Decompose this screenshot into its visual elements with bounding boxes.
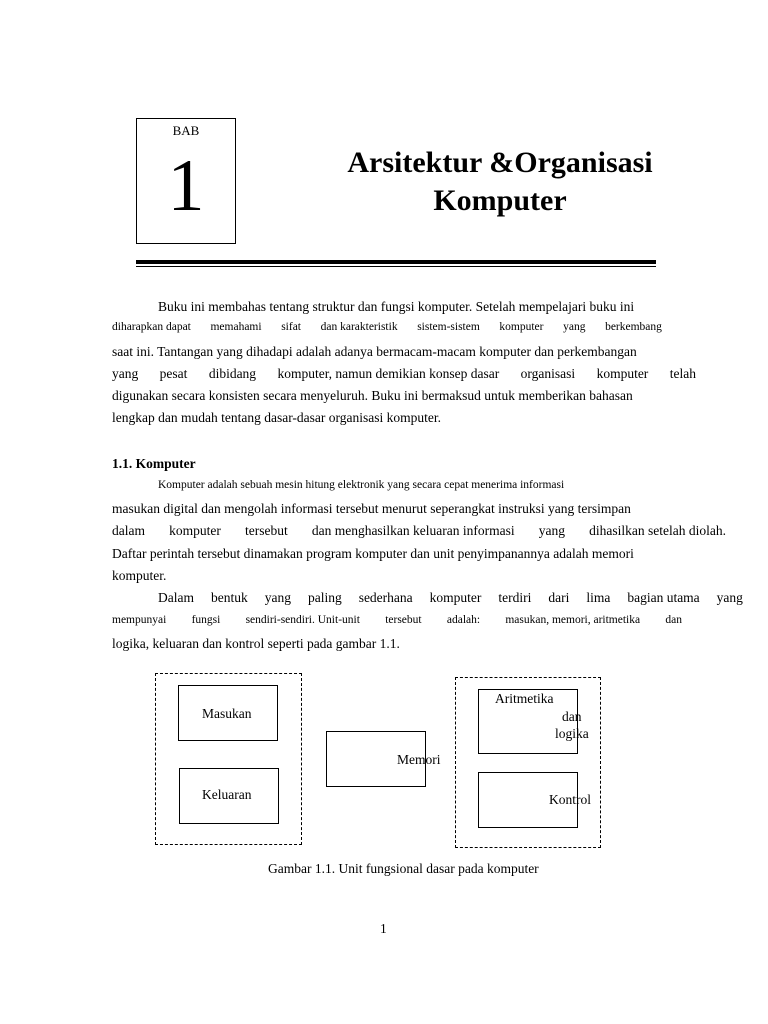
intro-line-5: digunakan secara konsisten secara menyeluruh. Buku ini bermaksud untuk memberikan bahasan xyxy=(112,388,633,403)
page-number: 1 xyxy=(380,921,387,936)
chapter-number: 1 xyxy=(167,145,205,227)
dan-label: dan xyxy=(562,709,582,724)
chapter-label: BAB xyxy=(172,123,200,138)
section-line-6: Dalam bentuk yang paling sederhana komputer terdiri dari lima bagian utama yang xyxy=(158,590,743,605)
section-line-1: Komputer adalah sebuah mesin hitung elektronik yang secara cepat menerima informasi xyxy=(158,479,565,491)
intro-line-2: diharapkan dapat memahami sifat dan karakteristik sistem-sistem komputer yang berkembang xyxy=(112,321,662,333)
section-line-2: masukan digital dan mengolah informasi tersebut menurut seperangkat instruksi yang tersimpan xyxy=(112,501,631,516)
section-heading: 1.1. Komputer xyxy=(112,456,196,471)
figure-caption: Gambar 1.1. Unit fungsional dasar pada komputer xyxy=(268,861,539,876)
logika-label: logika xyxy=(555,726,589,741)
intro-line-4: yang pesat dibidang komputer, namun demikian konsep dasar organisasi komputer telah xyxy=(112,366,696,381)
kontrol-label: Kontrol xyxy=(549,792,591,807)
title-line-1: Arsitektur &Organisasi xyxy=(347,146,653,179)
section-line-3: dalam komputer tersebut dan menghasilkan keluaran informasi yang dihasilkan setelah diolah. xyxy=(112,523,726,538)
intro-line-3: saat ini. Tantangan yang dihadapi adalah adanya bermacam-macam komputer dan perkembangan xyxy=(112,344,637,359)
section-line-4: Daftar perintah tersebut dinamakan program komputer dan unit penyimpanannya adalah memori xyxy=(112,546,634,561)
masukan-label: Masukan xyxy=(202,706,252,721)
memori-label: Memori xyxy=(397,752,441,767)
section-line-8: logika, keluaran dan kontrol seperti pada gambar 1.1. xyxy=(112,636,400,651)
intro-line-6: lengkap dan mudah tentang dasar-dasar organisasi komputer. xyxy=(112,410,442,425)
title-line-2: Komputer xyxy=(433,184,567,217)
aritmetika-label: Aritmetika xyxy=(495,691,554,706)
intro-line-1: Buku ini membahas tentang struktur dan fungsi komputer. Setelah mempelajari buku ini xyxy=(158,299,635,314)
section-line-7: mempunyai fungsi sendiri-sendiri. Unit-unit tersebut adalah: masukan, memori, aritmetika dan xyxy=(112,614,682,626)
section-line-5: komputer. xyxy=(112,568,167,583)
keluaran-label: Keluaran xyxy=(202,787,252,802)
